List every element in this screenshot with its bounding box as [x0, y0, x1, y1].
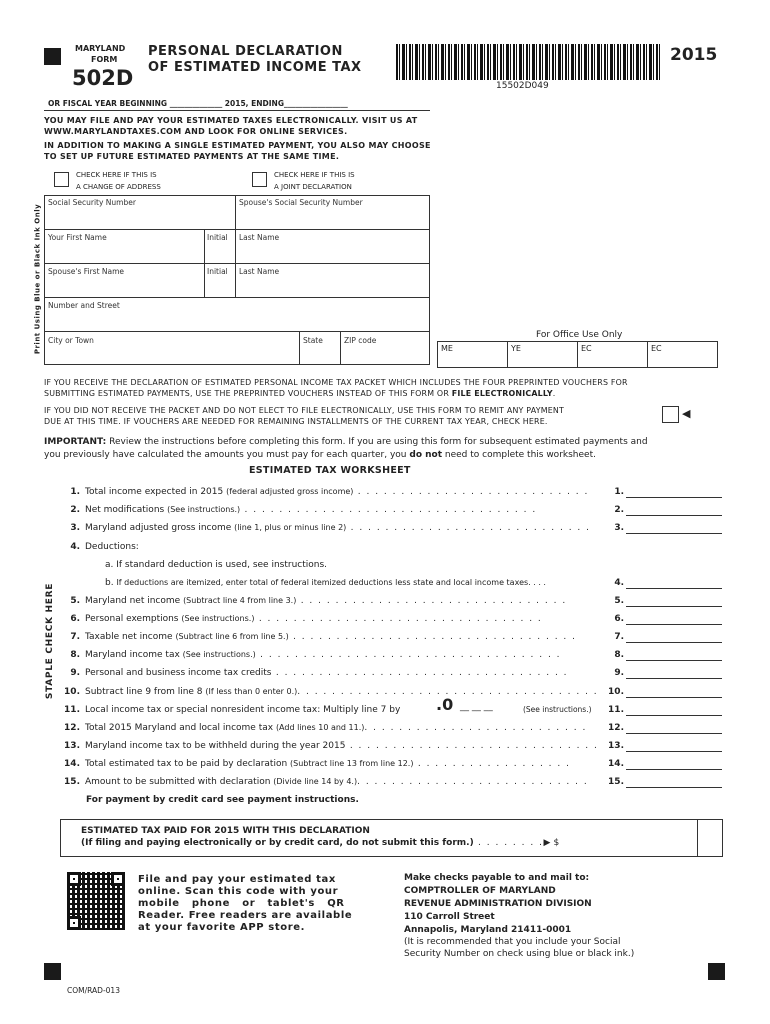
worksheet-row-note: (See instructions.) — [167, 505, 241, 514]
worksheet-row-label — [85, 759, 570, 769]
worksheet-row-leader: . . . . . . . . . . . . . . . . . . . . . . . . . . . . . . . . . — [254, 614, 543, 624]
worksheet-row-label — [85, 668, 568, 678]
change-of-address-label2: A CHANGE OF ADDRESS — [76, 183, 161, 191]
worksheet-row — [60, 777, 728, 793]
worksheet-row-label — [85, 505, 537, 515]
office-col-divider — [577, 341, 578, 368]
worksheet-row-number: 14. — [64, 759, 80, 769]
worksheet-row-ref: 2. — [614, 505, 624, 515]
worksheet-row — [60, 723, 728, 739]
worksheet-row-note: (See instructions.) — [181, 614, 255, 623]
state-field[interactable]: State — [303, 336, 323, 345]
street-field[interactable]: Number and Street — [48, 301, 120, 310]
worksheet-row-ref: 13. — [608, 741, 624, 751]
worksheet-amount-input[interactable] — [626, 787, 722, 788]
worksheet-row — [60, 759, 728, 775]
important-line1 — [44, 437, 648, 447]
worksheet-row-note: If deductions are itemized, enter total of federal itemized deductions less state and local income taxes. . . . — [116, 578, 546, 587]
worksheet-amount-input[interactable] — [626, 624, 722, 625]
change-of-address-label1: CHECK HERE IF THIS IS — [76, 171, 157, 179]
worksheet-row — [60, 505, 728, 521]
first-name-field[interactable]: Your First Name — [48, 233, 107, 242]
registration-mark-top-left — [44, 48, 61, 65]
qr-text-line3: mobile phone or tablet's QR — [138, 898, 345, 909]
maryland-label: MARYLAND — [75, 44, 126, 53]
city-field[interactable]: City or Town — [48, 336, 94, 345]
grid-row-divider — [44, 263, 430, 264]
worksheet-row-leader: . . . . . . . . . . . . . . . . . . . . . . . . . . . . — [346, 523, 591, 533]
worksheet-amount-input[interactable] — [626, 751, 722, 752]
worksheet-row-ref: 6. — [614, 614, 624, 624]
staple-check-vertical: STAPLE CHECK HERE — [45, 582, 55, 700]
worksheet-row-leader: . . . . . . . . . . . . . . . . . . . . . . . . . . . . . . . . . . — [240, 505, 537, 515]
worksheet-amount-input[interactable] — [626, 497, 722, 498]
qr-code — [67, 872, 125, 930]
grid-row-divider — [44, 331, 430, 332]
grid-col-divider — [235, 229, 236, 297]
form-code: COM/RAD-013 — [67, 986, 120, 995]
worksheet-row-note: (federal adjusted gross income) — [226, 487, 354, 496]
change-of-address-checkbox[interactable] — [54, 172, 69, 187]
spouse-initial-field[interactable]: Initial — [207, 267, 228, 276]
worksheet-row-number: 15. — [64, 777, 80, 787]
worksheet-row — [60, 668, 728, 684]
important-text1: Review the instructions before completing this form. If you are using this form for subsequent estimated payments and — [106, 437, 648, 447]
ink-instruction-vertical: Print Using Blue or Black Ink Only — [33, 203, 42, 355]
mail-line6: (It is recommended that you include your Social — [404, 937, 621, 947]
worksheet-row-text: Maryland adjusted gross income — [85, 523, 235, 533]
worksheet-row-ref: 1. — [614, 487, 624, 497]
notice-line3: IF YOU DID NOT RECEIVE THE PACKET AND DO NOT ELECT TO FILE ELECTRONICALLY, USE THIS FORM TO REMIT ANY PAYMENT — [44, 406, 565, 415]
form-label: FORM — [91, 55, 118, 64]
worksheet-amount-input[interactable] — [626, 533, 722, 534]
fiscal-year-line: OR FISCAL YEAR BEGINNING ______________ 2015, ENDING_________________ — [48, 99, 348, 108]
worksheet-row-text: Total estimated tax to be paid by declaration — [85, 759, 291, 769]
worksheet-row-number: 3. — [70, 523, 80, 533]
worksheet-row — [60, 523, 728, 539]
worksheet-row-number: 1. — [70, 487, 80, 497]
worksheet-row-text: Personal and business income tax credits — [85, 668, 272, 678]
office-ye: YE — [511, 344, 521, 353]
notice-line4: DUE AT THIS TIME. IF VOUCHERS ARE NEEDED FOR REMAINING INSTALLMENTS OF THE CURRENT TAX YEAR, CHECK HERE. — [44, 417, 548, 426]
joint-declaration-label1: CHECK HERE IF THIS IS — [274, 171, 355, 179]
joint-declaration-checkbox[interactable] — [252, 172, 267, 187]
grid-col-divider — [235, 195, 236, 229]
worksheet-row-leader: . . . . . . . . . . . . . . . . . . . . . . . . . . . — [353, 487, 589, 497]
registration-mark-bottom-right — [708, 963, 725, 980]
worksheet-row-label — [85, 705, 400, 715]
qr-text-line5: at your favorite APP store. — [138, 922, 306, 933]
form-number: 502D — [72, 66, 134, 90]
worksheet-row-note: (Divide line 14 by 4.) — [273, 777, 358, 786]
worksheet-row-label — [85, 687, 598, 697]
worksheet-row-leader: . . . . . . . . . . . . . . . . . . . . . . . . . . . . . . . . . — [288, 632, 577, 642]
worksheet-row-text: Amount to be submitted with declaration — [85, 777, 274, 787]
worksheet-row-leader: . . . . . . . . . . . . . . . . . . . . . . . . . . . . . . . — [296, 596, 567, 606]
worksheet-row-label — [85, 487, 589, 497]
qr-text-line1: File and pay your estimated tax — [138, 874, 336, 885]
paid-arrow-icon: ▶ — [543, 838, 551, 848]
worksheet-row-number: 11. — [64, 705, 80, 715]
worksheet-row — [60, 542, 728, 558]
worksheet-row-text: Local income tax or special nonresident income tax: Multiply line 7 by — [85, 705, 401, 715]
worksheet-amount-input[interactable] — [626, 606, 722, 607]
do-not-text: do not — [409, 450, 443, 460]
worksheet-row-number: 4. — [70, 542, 80, 552]
worksheet-row-leader: . . . . . . . . . . . . . . . . . . . . . . . . . . . . . . . . . . — [271, 668, 569, 678]
notice-line2 — [44, 389, 556, 398]
header-divider — [44, 110, 430, 111]
worksheet-row-ref: 14. — [608, 759, 624, 769]
notice-line1: IF YOU RECEIVE THE DECLARATION OF ESTIMATED PERSONAL INCOME TAX PACKET WHICH INCLUDES THE FOUR PREPRINTED VOUCHERS FOR — [44, 378, 628, 387]
worksheet-row-label — [105, 578, 546, 588]
worksheet-amount-input[interactable] — [626, 515, 722, 516]
mail-line3: REVENUE ADMINISTRATION DIVISION — [404, 899, 592, 909]
worksheet-row-number: 2. — [70, 505, 80, 515]
office-ec2: EC — [651, 344, 662, 353]
worksheet-row-ref: 12. — [608, 723, 624, 733]
intro-line3: IN ADDITION TO MAKING A SINGLE ESTIMATED PAYMENT, YOU ALSO MAY CHOOSE — [44, 141, 431, 150]
worksheet-row-label — [85, 632, 577, 642]
qr-finder — [111, 872, 125, 886]
worksheet-row-leader: . . . . . . . . . . . . . . . . . . — [413, 759, 571, 769]
worksheet-row — [60, 487, 728, 503]
arrow-left-icon: ◀ — [682, 407, 691, 420]
qr-finder — [67, 872, 81, 886]
worksheet-amount-input[interactable] — [626, 660, 722, 661]
mail-line2: COMPTROLLER OF MARYLAND — [404, 886, 556, 896]
office-use-title: For Office Use Only — [536, 330, 623, 340]
worksheet-amount-input[interactable] — [626, 769, 722, 770]
qr-finder — [67, 916, 81, 930]
worksheet-row-text: Maryland net income — [85, 596, 184, 606]
worksheet-row — [60, 632, 728, 648]
worksheet-row-ref: 4. — [614, 578, 624, 588]
worksheet-row — [60, 578, 728, 594]
worksheet-row — [60, 687, 728, 703]
qr-text-line4: Reader. Free readers are available — [138, 910, 353, 921]
important-text2: you previously have calculated the amounts you must pay for each quarter, you — [44, 450, 410, 460]
paid-dollar: $ — [553, 838, 560, 848]
line11-rate: .0 — [436, 695, 454, 714]
worksheet-row — [60, 560, 728, 576]
notice-line2-end: . — [552, 389, 556, 398]
registration-mark-bottom-left — [44, 963, 61, 980]
worksheet-row-ref: 7. — [614, 632, 624, 642]
worksheet-amount-input[interactable] — [626, 733, 722, 734]
worksheet-row-text: b. — [105, 578, 117, 588]
worksheet-row-label — [105, 560, 327, 570]
worksheet-amount-input[interactable] — [626, 678, 722, 679]
barcode-number: 15502D049 — [496, 81, 549, 91]
worksheet-row-number: 10. — [64, 687, 80, 697]
worksheet-row-label — [85, 777, 588, 787]
mail-line5: Annapolis, Maryland 21411-0001 — [404, 925, 572, 935]
grid-row-divider — [44, 229, 430, 230]
file-electronically-text: FILE ELECTRONICALLY — [451, 389, 553, 398]
ssn-field[interactable]: Social Security Number — [48, 198, 136, 207]
grid-row-divider — [44, 297, 430, 298]
worksheet-row-number: 5. — [70, 596, 80, 606]
paid-line2 — [81, 838, 559, 848]
intro-line2: WWW.MARYLANDTAXES.COM AND LOOK FOR ONLINE SERVICES. — [44, 127, 348, 136]
worksheet-row — [60, 614, 728, 630]
worksheet-row-text: Deductions: — [85, 542, 139, 552]
worksheet-row-text: Total income expected in 2015 — [85, 487, 227, 497]
worksheet-amount-input[interactable] — [626, 715, 722, 716]
worksheet-row-leader: . . . . . . . . . . . . . . . . . . . . . . . . . . . — [357, 777, 589, 787]
line11-blanks: __ __ __ — [460, 702, 493, 712]
worksheet-row-text: Subtract line 9 from line 8 — [85, 687, 206, 697]
worksheet-row-leader: . . . . . . . . . . . . . . . . . . . . . . . . . . . . . . . . . . . — [297, 687, 599, 697]
worksheet-row-ref: 11. — [608, 705, 624, 715]
worksheet-row-text: Maryland income tax to be withheld during the year 2015 — [85, 741, 346, 751]
worksheet-row-number: 6. — [70, 614, 80, 624]
worksheet-row — [60, 650, 728, 666]
worksheet-row-number: 13. — [64, 741, 80, 751]
office-col-divider — [507, 341, 508, 368]
grid-col-divider — [204, 229, 205, 297]
worksheet-row-note: (Subtract line 13 from line 12.) — [290, 759, 414, 768]
worksheet-title: ESTIMATED TAX WORKSHEET — [249, 465, 411, 476]
worksheet-amount-input[interactable] — [626, 588, 722, 589]
worksheet-row-ref: 10. — [608, 687, 624, 697]
paid-amount-input[interactable] — [612, 824, 696, 854]
worksheet-row-ref: 8. — [614, 650, 624, 660]
mail-line1: Make checks payable to and mail to: — [404, 873, 590, 883]
paid-box-divider — [697, 819, 698, 857]
qr-text-line2: online. Scan this code with your — [138, 886, 339, 897]
tax-year: 2015 — [670, 45, 718, 65]
worksheet-row-label — [85, 542, 139, 552]
intro-line4: TO SET UP FUTURE ESTIMATED PAYMENTS AT THE SAME TIME. — [44, 152, 340, 161]
worksheet-row-note: (Subtract line 4 from line 3.) — [183, 596, 297, 605]
worksheet-row-text: Taxable net income — [85, 632, 176, 642]
worksheet-row-text: Maryland income tax — [85, 650, 183, 660]
worksheet-row-leader: . . . . . . . . . . . . . . . . . . . . . . . . . . — [364, 723, 587, 733]
worksheet-row-label — [85, 596, 567, 606]
mail-line7: Security Number on check using blue or black ink.) — [404, 949, 635, 959]
credit-card-note: For payment by credit card see payment instructions. — [86, 795, 359, 805]
barcode — [396, 44, 662, 80]
worksheet-row-ref: 9. — [614, 668, 624, 678]
worksheet-row-number: 9. — [70, 668, 80, 678]
paid-dots: . . . . . . . . — [473, 838, 544, 848]
worksheet-row-label — [85, 523, 591, 533]
spouse-first-name-field[interactable]: Spouse's First Name — [48, 267, 125, 276]
worksheet-row-text: Total 2015 Maryland and local income tax — [85, 723, 276, 733]
office-ec1: EC — [581, 344, 592, 353]
worksheet-row-ref: 15. — [608, 777, 624, 787]
important-line2 — [44, 450, 596, 460]
worksheet-row-label — [85, 741, 598, 751]
initial-field[interactable]: Initial — [207, 233, 228, 242]
worksheet-row-number: 8. — [70, 650, 80, 660]
spouse-ssn-field[interactable]: Spouse's Social Security Number — [239, 198, 363, 207]
intro-line1: YOU MAY FILE AND PAY YOUR ESTIMATED TAXES ELECTRONICALLY. VISIT US AT — [44, 116, 418, 125]
important-label: IMPORTANT: — [44, 437, 107, 447]
worksheet-row — [60, 596, 728, 612]
important-text3: need to complete this worksheet. — [442, 450, 596, 460]
worksheet-row-note: (Subtract line 6 from line 5.) — [175, 632, 289, 641]
joint-declaration-label2: A JOINT DECLARATION — [274, 183, 352, 191]
worksheet-row-ref: 3. — [614, 523, 624, 533]
worksheet-row-leader: . . . . . . . . . . . . . . . . . . . . . . . . . . . . . . . . . . . — [255, 650, 562, 660]
worksheet-row-note: (Add lines 10 and 11.) — [275, 723, 365, 732]
worksheet-row-note: (See instructions.) — [182, 650, 256, 659]
worksheet-row-ref: 5. — [614, 596, 624, 606]
spouse-last-name-field[interactable]: Last Name — [239, 267, 280, 276]
grid-col-divider — [340, 331, 341, 365]
zip-field[interactable]: ZIP code — [344, 336, 377, 345]
worksheet-row-label — [85, 614, 542, 624]
grid-col-divider — [299, 331, 300, 365]
worksheet-row — [60, 705, 728, 721]
worksheet-row-note: (If less than 0 enter 0.) — [205, 687, 298, 696]
worksheet-row-label — [85, 650, 561, 660]
worksheet-row-number: 12. — [64, 723, 80, 733]
worksheet-amount-input[interactable] — [626, 697, 722, 698]
worksheet-row-note: (line 1, plus or minus line 2) — [234, 523, 347, 532]
mail-line4: 110 Carroll Street — [404, 912, 495, 922]
office-col-divider — [647, 341, 648, 368]
worksheet-amount-input[interactable] — [626, 642, 722, 643]
paid-line1: ESTIMATED TAX PAID FOR 2015 WITH THIS DECLARATION — [81, 826, 370, 836]
vouchers-needed-checkbox[interactable] — [662, 406, 679, 423]
worksheet-row-text: Personal exemptions — [85, 614, 182, 624]
worksheet-row-label — [85, 723, 587, 733]
worksheet-row-leader: . . . . . . . . . . . . . . . . . . . . . . . . . . . . . — [345, 741, 599, 751]
last-name-field[interactable]: Last Name — [239, 233, 280, 242]
line11-note: (See instructions.) — [523, 705, 592, 714]
form-title-line1: PERSONAL DECLARATION — [148, 44, 343, 59]
worksheet-row-number: 7. — [70, 632, 80, 642]
worksheet-row-text: a. If standard deduction is used, see instructions. — [105, 560, 328, 570]
worksheet-row-text: Net modifications — [85, 505, 168, 515]
office-me: ME — [441, 344, 453, 353]
worksheet-row — [60, 741, 728, 757]
notice-line2-text: SUBMITTING ESTIMATED PAYMENTS, USE THE PREPRINTED VOUCHERS INSTEAD OF THIS FORM OR — [44, 389, 452, 398]
form-title-line2: OF ESTIMATED INCOME TAX — [148, 60, 362, 75]
paid-line2-text: (If filing and paying electronically or by credit card, do not submit this form.) — [81, 838, 474, 848]
